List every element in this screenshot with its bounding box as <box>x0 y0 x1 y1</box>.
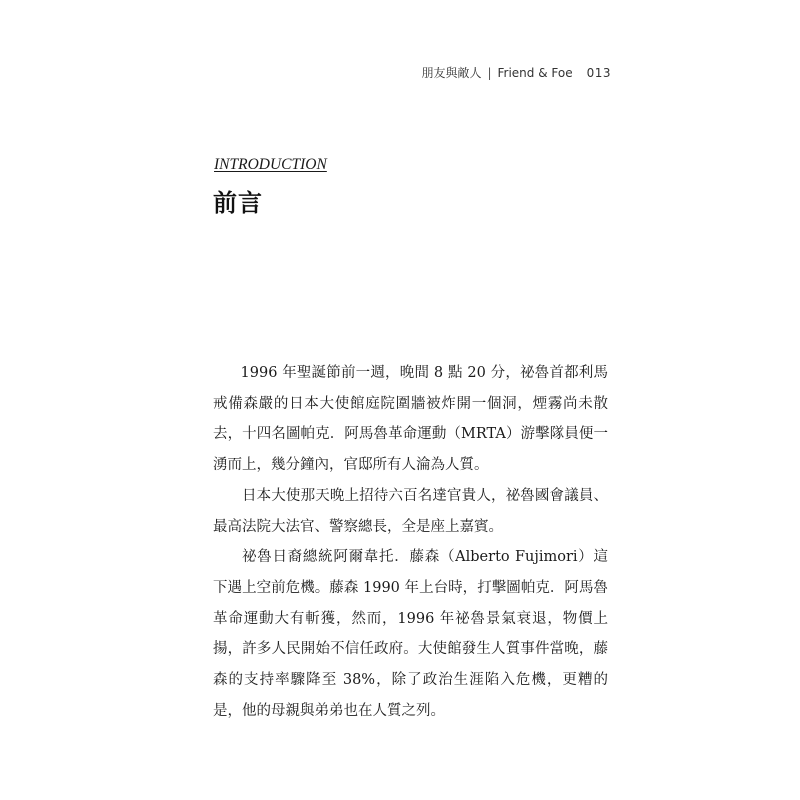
book-title-english: Friend & Foe <box>497 66 573 80</box>
section-label: INTRODUCTION <box>214 156 327 173</box>
paragraph-2: 日本大使那天晚上招待六百名達官貴人，祕魯國會議員、最高法院大法官、警察總長，全是座上嘉賓。 <box>213 487 608 535</box>
book-title-chinese: 朋友與敵人 <box>421 66 482 80</box>
section-title: 前言 <box>213 189 263 217</box>
body-text <box>213 358 608 726</box>
running-header <box>421 64 611 81</box>
page-number: 013 <box>586 66 611 80</box>
paragraph-3: 祕魯日裔總統阿爾韋托．藤森（Alberto Fujimori）這下遇上空前危機。藤森 1990 年上台時，打擊圖帕克．阿馬魯革命運動大有斬獲，然而，1996 年祕魯景氣衰退，物價上揚，許多人民開始不信任政府。大使館發生人質事件當晚，藤森的支持率驟降至 38%，除了政治生涯陷入危機，更糟的是，他的母親與弟弟也在人質之列。 <box>213 549 608 719</box>
header-separator: | <box>487 66 492 80</box>
paragraph-1: 1996 年聖誕節前一週，晚間 8 點 20 分，祕魯首都利馬戒備森嚴的日本大使館庭院圍牆被炸開一個洞，煙霧尚未散去，十四名圖帕克．阿馬魯革命運動（MRTA）游擊隊員便一湧而上，幾分鐘內，官邸所有人淪為人質。 <box>213 365 608 474</box>
